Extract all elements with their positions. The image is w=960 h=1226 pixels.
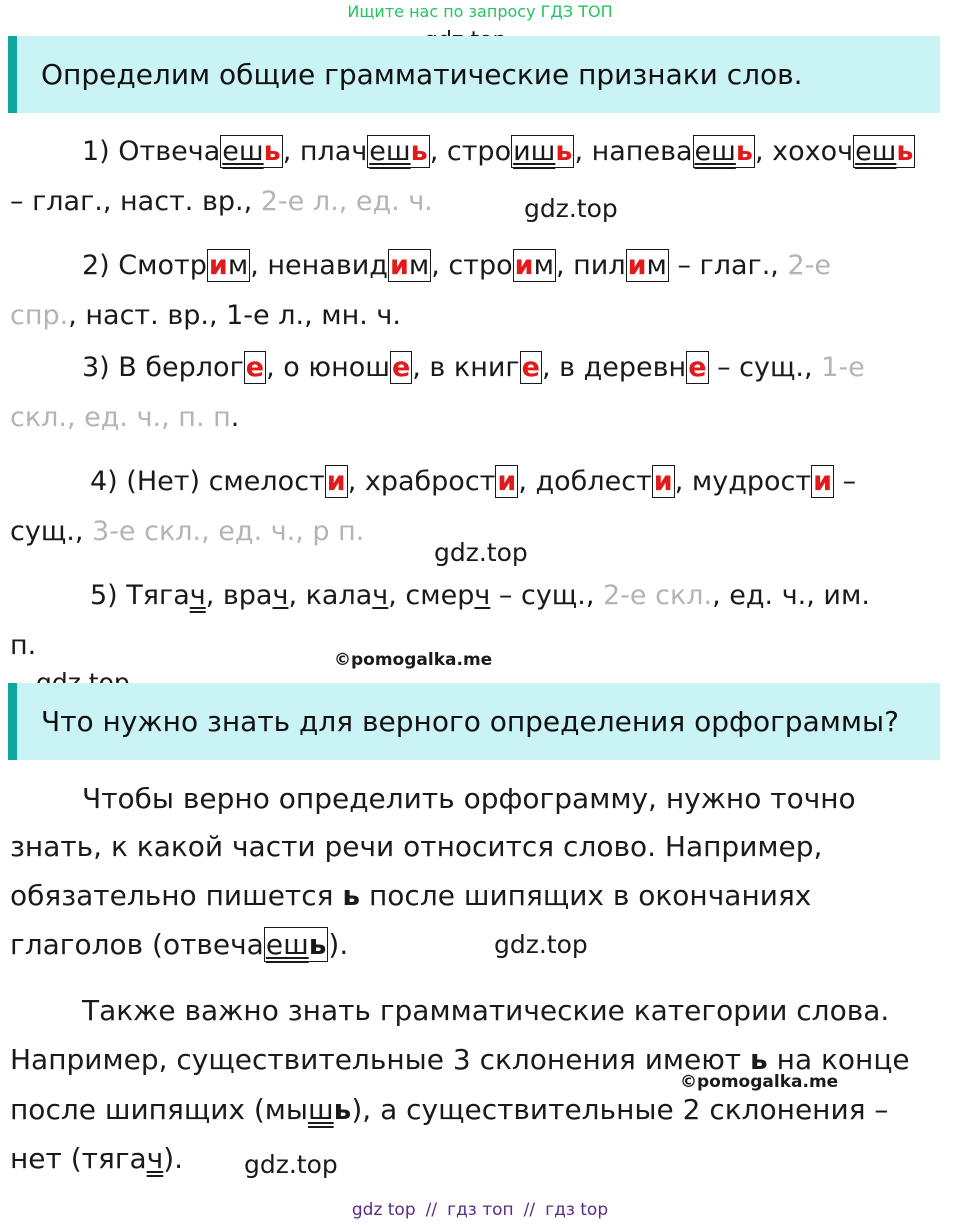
item-4-line-1: 4) (Нет) смелости, храбрости, доблести, мудрости – xyxy=(90,466,857,497)
section-1-title: Определим общие грамматические признаки слов. xyxy=(41,58,803,91)
item-5-line-2: п. xyxy=(10,630,37,661)
item-2-line-2: спр., наст. вр., 1-е л., мн. ч. xyxy=(10,300,401,331)
watermark-gdz: gdz.top xyxy=(434,538,528,567)
item-4-line-2: сущ., 3-е скл., ед. ч., р п. xyxy=(10,516,365,547)
watermark-pomogalka: ©pomogalka.me xyxy=(334,650,493,670)
item-3-line-1: 3) В берлоге, о юноше, в книге, в деревне – сущ., 1-е xyxy=(82,352,865,383)
item-1-line-2: – глаг., наст. вр., 2-е л., ед. ч. xyxy=(10,186,433,217)
footer-links xyxy=(0,1200,960,1220)
paragraph-2-line-1: Также важно знать грамматические категории слова. xyxy=(82,994,890,1027)
top-search-note: Ищите нас по запросу ГДЗ ТОП xyxy=(347,2,613,21)
footer-separator: // xyxy=(523,1200,536,1220)
section-1-banner xyxy=(8,36,940,113)
footer-link-gdz-top[interactable]: gdz top xyxy=(351,1200,416,1220)
paragraph-2-line-3: после шипящих (мышь), а существительные 2 склонения – xyxy=(10,1093,889,1126)
item-1-line-1: 1) Отвечаешь, плачешь, строишь, напеваешь, хохочешь xyxy=(82,136,914,167)
paragraph-1-line-4: глаголов (отвечаешь). xyxy=(10,928,349,961)
paragraph-1-line-2: знать, к какой части речи относится слово. Например, xyxy=(10,830,823,863)
paragraph-1-line-1: Чтобы верно определить орфограмму, нужно точно xyxy=(82,782,856,815)
item-3-line-2: скл., ед. ч., п. п. xyxy=(10,402,240,433)
watermark-pomogalka: ©pomogalka.me xyxy=(680,1072,839,1092)
item-2-line-1: 2) Смотрим, ненавидим, строим, пилим – глаг., 2-е xyxy=(82,250,832,281)
paragraph-1-line-3: обязательно пишется ь после шипящих в окончаниях xyxy=(10,879,812,912)
footer-link-gdz-top-ru[interactable]: гдз топ xyxy=(447,1200,514,1220)
section-2-banner xyxy=(8,683,940,760)
paragraph-2-line-4: нет (тягач). xyxy=(10,1142,184,1175)
watermark-gdz: gdz.top xyxy=(524,194,618,223)
footer-separator: // xyxy=(425,1200,438,1220)
paragraph-2-line-2: Например, существительные 3 склонения имеют ь на конце xyxy=(10,1043,910,1076)
section-2-title: Что нужно знать для верного определения орфограммы? xyxy=(41,705,899,738)
watermark-gdz: gdz.top xyxy=(244,1150,338,1179)
footer-link-gdz-top-mixed[interactable]: гдз top xyxy=(545,1200,609,1220)
watermark-gdz: gdz.top xyxy=(494,930,588,959)
item-5-line-1: 5) Тягач, врач, калач, смерч – сущ., 2-е скл., ед. ч., им. xyxy=(90,580,870,611)
